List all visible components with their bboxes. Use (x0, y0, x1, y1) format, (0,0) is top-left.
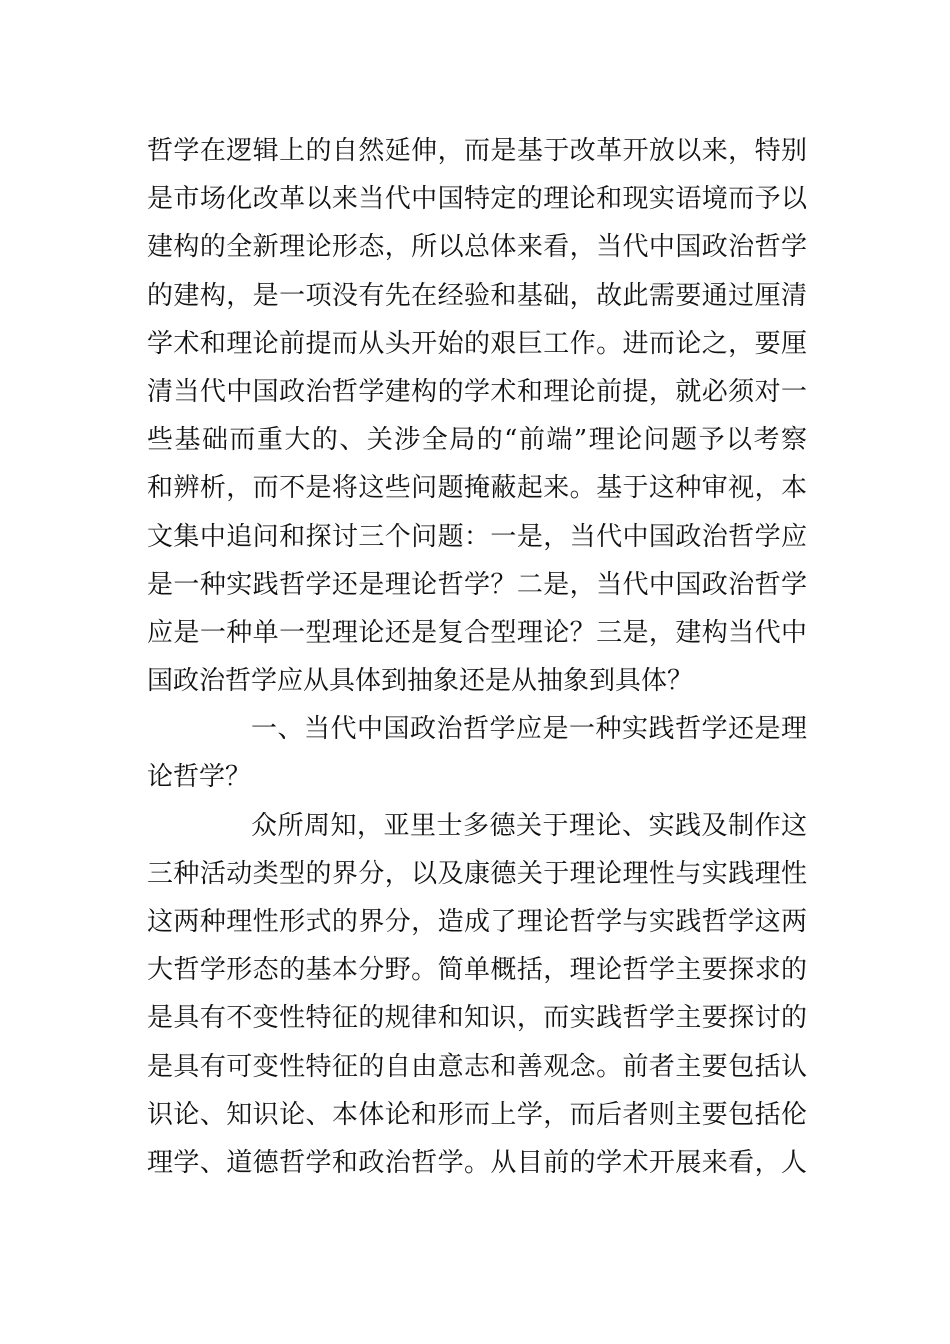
text-line: 文集中追问和探讨三个问题：一是，当代中国政治哲学应 (147, 521, 807, 552)
text-line: 是市场化改革以来当代中国特定的理论和现实语境而予以 (147, 184, 807, 215)
body-text (147, 127, 807, 1187)
text-line: 识论、知识论、本体论和形而上学，而后者则主要包括伦 (147, 1099, 807, 1130)
text-line: 大哲学形态的基本分野。简单概括，理论哲学主要探求的 (147, 955, 807, 986)
text-line: 哲学在逻辑上的自然延伸，而是基于改革开放以来，特别 (147, 136, 807, 166)
text-line: 学术和理论前提而从头开始的艰巨工作。进而论之，要厘 (147, 328, 807, 359)
text-line: 论哲学？ (147, 762, 252, 793)
text-line: 这两种理性形式的界分，造成了理论哲学与实践哲学这两 (147, 907, 807, 937)
text-line: 是具有可变性特征的自由意志和善观念。前者主要包括认 (147, 1051, 807, 1082)
text-line: 应是一种单一型理论还是复合型理论？三是，建构当代中 (147, 617, 807, 648)
text-line: 三种活动类型的界分，以及康德关于理论理性与实践理性 (147, 858, 807, 889)
text-line: 理学、道德哲学和政治哲学。从目前的学术开展来看，人 (147, 1147, 807, 1178)
text-line: 的建构，是一项没有先在经验和基础，故此需要通过厘清 (147, 280, 807, 311)
text-line: 清当代中国政治哲学建构的学术和理论前提，就必须对一 (147, 376, 807, 407)
paragraph-first-line: 众所周知，亚里士多德关于理论、实践及制作这 (251, 810, 807, 841)
text-line: 和辨析，而不是将这些问题掩蔽起来。基于这种审视，本 (147, 473, 807, 504)
text-line: 国政治哲学应从具体到抽象还是从抽象到具体？ (147, 666, 694, 697)
text-line: 是具有不变性特征的规律和知识，而实践哲学主要探讨的 (147, 1003, 807, 1034)
text-line: 建构的全新理论形态，所以总体来看，当代中国政治哲学 (147, 232, 807, 263)
text-line: 些基础而重大的、关涉全局的“前端”理论问题予以考察 (147, 425, 807, 456)
text-line: 是一种实践哲学还是理论哲学？二是，当代中国政治哲学 (147, 569, 807, 600)
paragraph-first-line: 一、当代中国政治哲学应是一种实践哲学还是理 (251, 714, 807, 745)
